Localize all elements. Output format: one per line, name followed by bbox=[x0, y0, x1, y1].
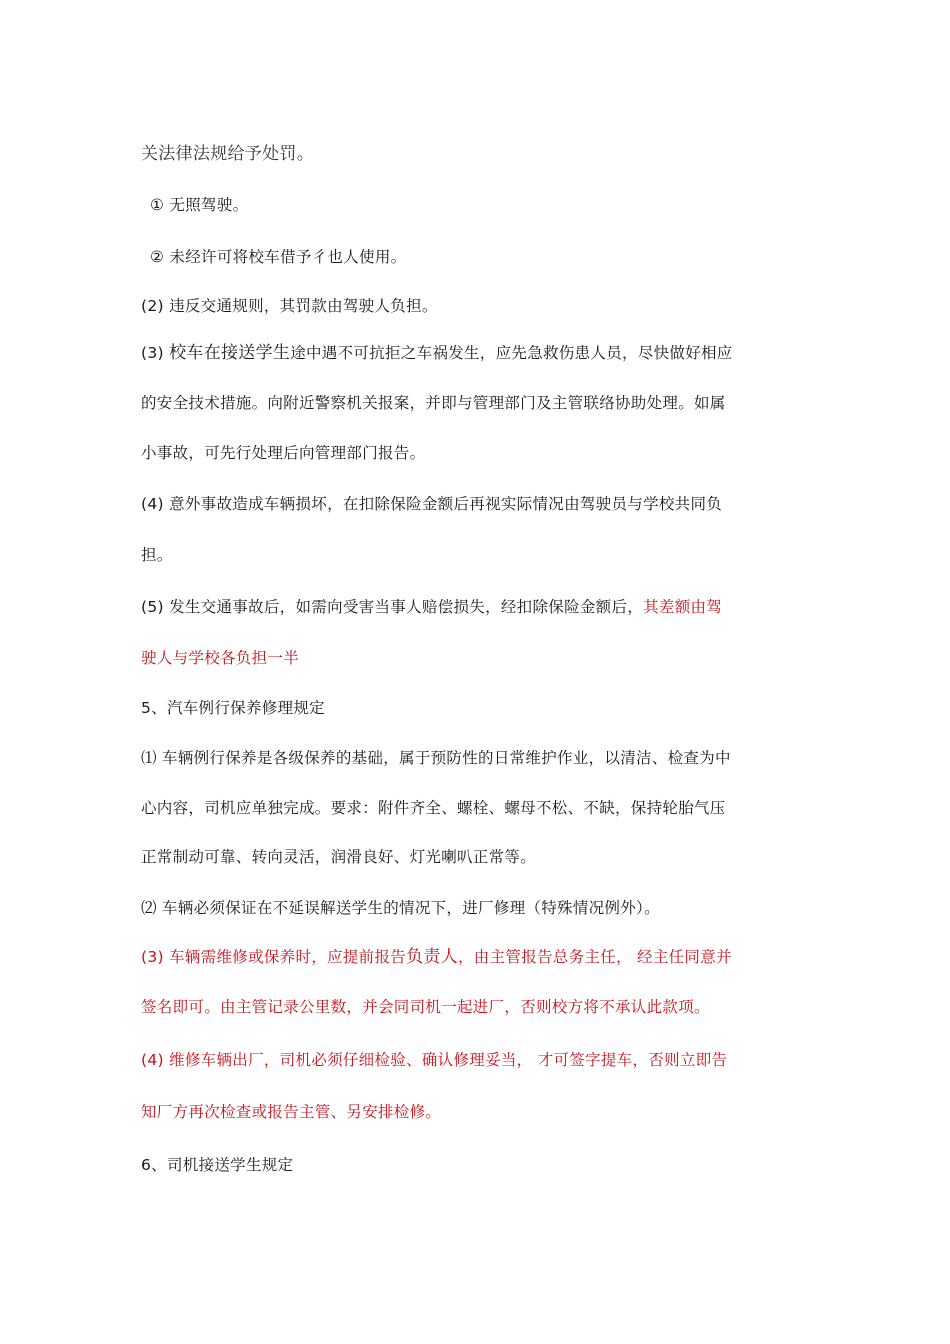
text-line: 知厂方再次检查或报告主管、另安排检修。 bbox=[141, 1103, 442, 1121]
text-segment: 其差额由驾 bbox=[643, 598, 723, 616]
text-line: ② 未经许可将校车借予彳也人使用。 bbox=[150, 248, 407, 266]
text-segment: (3) bbox=[141, 344, 170, 362]
text-line: 小事故，可先行处理后向管理部门报告。 bbox=[141, 444, 426, 462]
text-line: ① 无照驾驶。 bbox=[150, 196, 249, 214]
text-line: (4) 维修车辆出厂，司机必须仔细检验、确认修理妥当， 才可签字提车，否则立即告 bbox=[141, 1051, 728, 1069]
text-line: 的安全技术措施。向附近警察机关报案，并即与管理部门及主管联络协助处理。如属 bbox=[141, 394, 726, 412]
text-line bbox=[141, 342, 801, 364]
text-segment: 负责人 bbox=[406, 947, 458, 967]
text-segment: (5) 发生交通事故后，如需向受害当事人赔偿损失，经扣除保险金额后， bbox=[141, 598, 644, 616]
section-heading: 6、司机接送学生规定 bbox=[141, 1156, 294, 1174]
text-line: ⑴ 车辆例行保养是各级保养的基础，属于预防性的日常维护作业，以清洁、检查为中 bbox=[141, 749, 731, 767]
text-segment: 校车在接送学生 bbox=[169, 343, 291, 363]
text-line: (4) 意外事故造成车辆损坏，在扣除保险金额后再视实际情况由驾驶员与学校共同负 bbox=[141, 495, 723, 513]
text-line: 心内容，司机应单独完成。要求：附件齐全、螺栓、螺母不松、不缺，保持轮胎气压 bbox=[141, 799, 726, 817]
text-line: 驶人与学校各负担一半 bbox=[141, 649, 300, 667]
section-heading: 5、汽车例行保养修理规定 bbox=[141, 699, 325, 717]
text-line: 正常制动可靠、转向灵活，润滑良好、灯光喇叭正常等。 bbox=[141, 848, 537, 866]
text-line: 签名即可。由主管记录公里数，并会同司机一起进厂，否则校方将不承认此款项。 bbox=[141, 998, 710, 1016]
text-segment: ，由主管报告总务主任， 经主任同意并 bbox=[458, 948, 732, 966]
text-line: 担。 bbox=[141, 546, 173, 564]
text-line: 关法律法规给予处罚。 bbox=[141, 144, 314, 164]
text-segment: 途中遇不可抗拒之车祸发生，应先急救伤患人员，尽快做好相应 bbox=[290, 344, 733, 362]
text-line: ⑵ 车辆必须保证在不延误解送学生的情况下，进厂修理（特殊情况例外）。 bbox=[141, 899, 660, 917]
text-line bbox=[141, 596, 801, 618]
text-line: (2) 违反交通规则，其罚款由驾驶人负担。 bbox=[141, 297, 438, 315]
text-segment: (3) 车辆需维修或保养时，应提前报告 bbox=[141, 948, 407, 966]
text-line bbox=[141, 946, 801, 968]
